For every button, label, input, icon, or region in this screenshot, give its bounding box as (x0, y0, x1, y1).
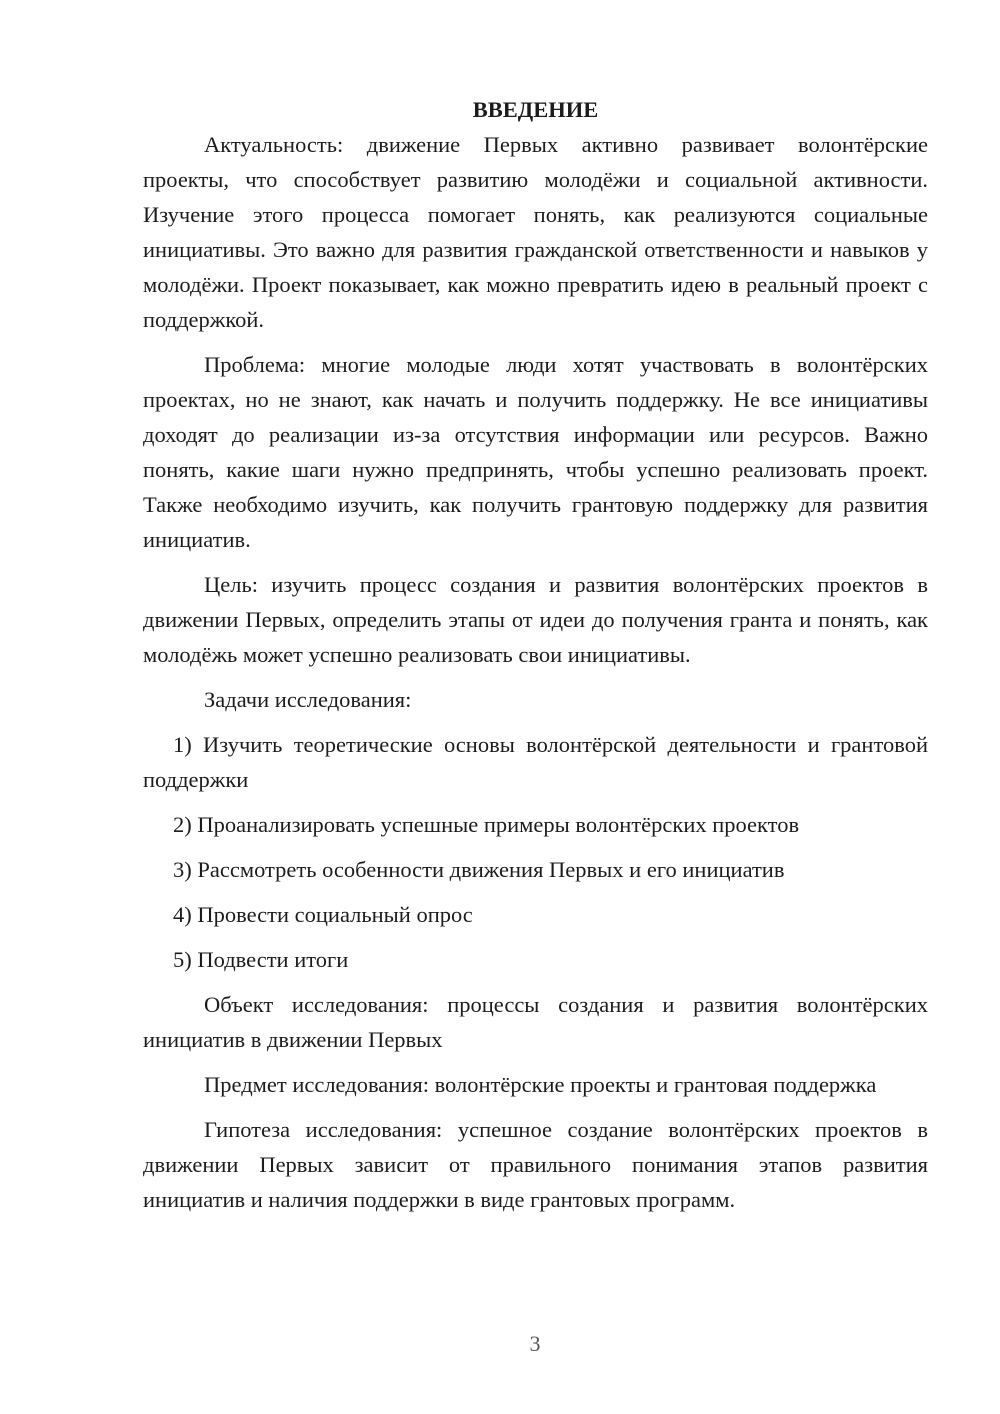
task-item: 3) Рассмотреть особенности движения Первых и его инициатив (173, 857, 785, 882)
task-item: 1) Изучить теоретические основы волонтёрской деятельности и грантовой поддержки (143, 732, 928, 792)
task-item: 4) Провести социальный опрос (173, 902, 473, 927)
page-content (143, 92, 928, 1227)
object-paragraph: Объект исследования: процессы создания и развития волонтёрских инициатив в движении Первых (143, 992, 928, 1052)
hypothesis-paragraph: Гипотеза исследования: успешное создание волонтёрских проектов в движении Первых зависит от правильного понимания этапов развития инициатив и наличия поддержки в виде грантовых программ. (143, 1117, 928, 1212)
page-number: 3 (529, 1331, 541, 1356)
tasks-heading: Задачи исследования: (204, 687, 412, 712)
relevance-paragraph: Актуальность: движение Первых активно развивает волонтёрские проекты, что способствует развитию молодёжи и социальной активности. Изучение этого процесса помогает понять, как реализуются социальные инициативы. Это важно для развития гражданской ответственности и навыков у молодёжи. Проект показывает, как можно превратить идею в реальный проект с поддержкой. (143, 132, 928, 332)
task-item: 2) Проанализировать успешные примеры волонтёрских проектов (173, 812, 800, 837)
goal-paragraph: Цель: изучить процесс создания и развития волонтёрских проектов в движении Первых, определить этапы от идеи до получения гранта и понять, как молодёжь может успешно реализовать свои инициативы. (143, 572, 928, 667)
section-title: ВВЕДЕНИЕ (472, 97, 599, 122)
subject-paragraph: Предмет исследования: волонтёрские проекты и грантовая поддержка (204, 1072, 877, 1097)
task-item: 5) Подвести итоги (173, 947, 349, 972)
problem-paragraph: Проблема: многие молодые люди хотят участвовать в волонтёрских проектах, но не знают, как начать и получить поддержку. Не все инициативы доходят до реализации из-за отсутствия информации или ресурсов. Важно понять, какие шаги нужно предпринять, чтобы успешно реализовать проект. Также необходимо изучить, как получить грантовую поддержку для развития инициатив. (143, 352, 928, 552)
